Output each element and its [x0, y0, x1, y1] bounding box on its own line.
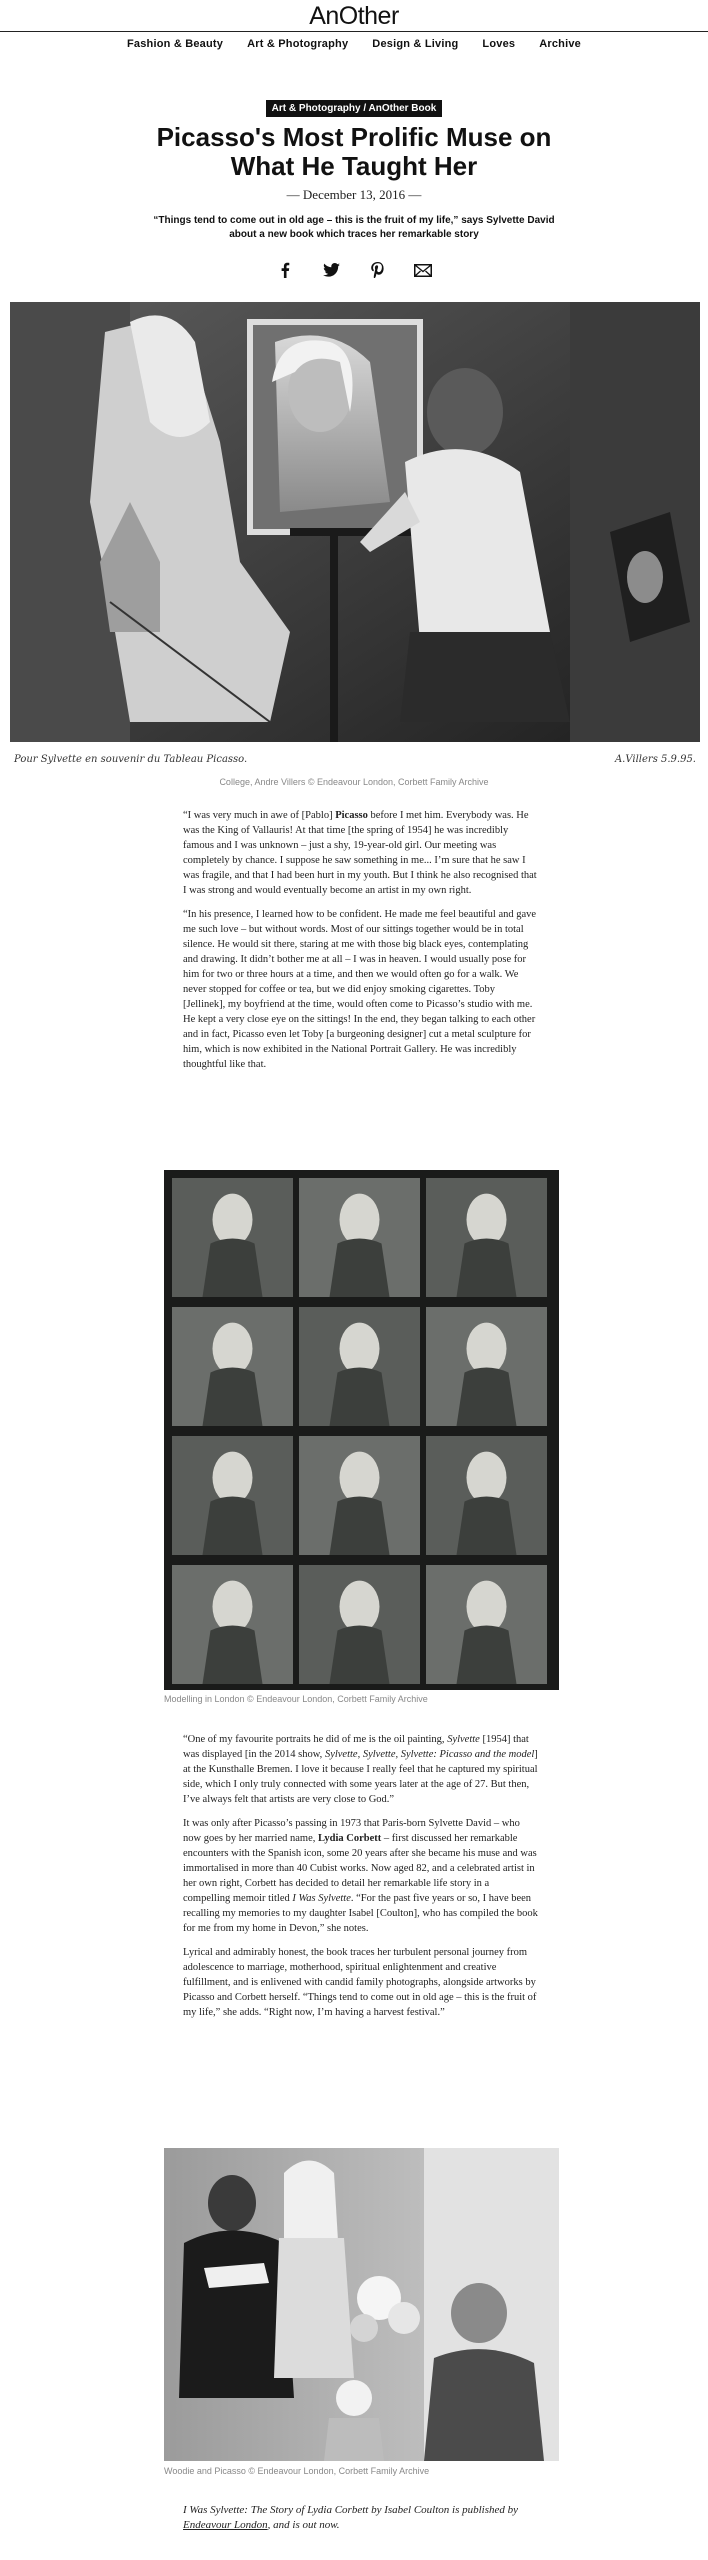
category-tag-wrapper	[0, 98, 708, 117]
contact-sheet-figure-body	[203, 1238, 263, 1297]
article-date: — December 13, 2016 —	[286, 187, 422, 202]
book-credit: I Was Sylvette: The Story of Lydia Corbett by Isabel Coulton is published by Endeavour London, and is out now.	[183, 2504, 519, 2531]
contact-sheet-figure-body	[203, 1496, 263, 1555]
endeavour-london-link[interactable]: Endeavour London	[183, 2519, 268, 2531]
contact-sheet-figure-head	[340, 1194, 380, 1246]
contact-sheet-figure-body	[203, 1625, 263, 1684]
article-standfirst: “Things tend to come out in old age – this is the fruit of my life,” says Sylvette David about a new book which traces her remarkable story	[153, 215, 555, 240]
nav-item-archive[interactable]: Archive	[539, 38, 581, 50]
family-photo-illustration	[164, 2148, 559, 2461]
image-caption-1: College, Andre Villers © Endeavour London, Corbett Family Archive	[219, 777, 489, 787]
contact-sheet-figure-head	[213, 1323, 253, 1375]
nav-item-loves[interactable]: Loves	[482, 38, 516, 50]
article-body-part-2	[183, 1732, 538, 2029]
article-title: Picasso's Most Prolific Muse on What He Taught Her	[156, 122, 552, 181]
contact-sheet-figure-head	[213, 1452, 253, 1504]
paragraph-4: It was only after Picasso’s passing in 1973 that Paris-born Sylvette David – who now goes by her married name, Lydia Corbett – first discussed her remarkable encounters with the Spanish icon, some 20 years after she became his muse and was immortalised in more than 40 Cubist works. Now aged 82, and a celebrated artist in her own right, Corbett has decided to detail her remarkable life story in a compelling memoir titled I Was Sylvette. “For the past five years or so, I have been recalling my memories to my daughter Isabel [Coulton], who has compiled the book for me from my home in Devon,” she notes.	[183, 1818, 538, 1934]
nav-item-fashion-beauty[interactable]: Fashion & Beauty	[127, 38, 224, 50]
hero-image	[10, 302, 700, 772]
facebook-icon[interactable]	[274, 259, 296, 281]
contact-sheet-figure-body	[457, 1625, 517, 1684]
contact-sheet-figure-body	[457, 1496, 517, 1555]
contact-sheet-figure-head	[467, 1323, 507, 1375]
contact-sheet-figure-head	[467, 1581, 507, 1633]
handwritten-signature: A.Villers 5.9.95.	[614, 754, 696, 765]
masthead	[0, 0, 708, 32]
handwritten-dedication: Pour Sylvette en souvenir du Tableau Picasso.	[14, 754, 248, 765]
paragraph-1: “I was very much in awe of [Pablo] Picasso before I met him. Everybody was. He was the King of Vallauris! At that time [the spring of 1954] he was incredibly famous and I was unknown – just a shy, 19-year-old girl. Our meeting was completely by chance. I suppose he saw something in me... I’m sure that he saw I was fragile, and that I had been hurt in my youth. But I think he also recognised that I was strong and would eventually become an artist in my own right.	[183, 810, 537, 896]
email-icon[interactable]	[412, 259, 434, 281]
contact-sheet-figure-body	[457, 1238, 517, 1297]
pinterest-icon[interactable]	[366, 259, 388, 281]
nav-item-design-living[interactable]: Design & Living	[372, 38, 459, 50]
contact-sheet-figure-body	[330, 1367, 390, 1426]
studio-collage-illustration	[10, 302, 700, 772]
lydia-corbett-link[interactable]: Lydia Corbett	[318, 1833, 382, 1844]
family-photo-image	[164, 2148, 559, 2461]
nav-item-art-photography[interactable]: Art & Photography	[247, 38, 349, 50]
paragraph-3: “One of my favourite portraits he did of me is the oil painting, Sylvette [1954] that was displayed [in the 2014 show, Sylvette, Sylvette, Sylvette: Picasso and the model] at the Kunsthalle Bremen. I love it because I really feel that he captured my spiritual side, which I only truly connected with some years later at the age of 27. But then, I’ve always felt that artists are very close to God.”	[183, 1734, 538, 1805]
image-caption-3: Woodie and Picasso © Endeavour London, Corbett Family Archive	[164, 2466, 430, 2476]
contact-sheet-figure-head	[340, 1323, 380, 1375]
contact-sheet-figure-head	[340, 1452, 380, 1504]
contact-sheet-figure-head	[213, 1581, 253, 1633]
contact-sheet-figure-head	[467, 1452, 507, 1504]
category-tag[interactable]: Art & Photography / AnOther Book	[266, 100, 443, 117]
paragraph-5: Lyrical and admirably honest, the book traces her turbulent personal journey from adolescence to marriage, motherhood, spiritual enlightenment and creative fulfillment, and is enlivened with candid family photographs, alongside artworks by Picasso and Corbett herself. “Things tend to come out in old age – this is the fruit of my life,” she adds. “Right now, I’m having a harvest festival.”	[183, 1947, 537, 2018]
image-caption-2: Modelling in London © Endeavour London, Corbett Family Archive	[164, 1694, 428, 1704]
contact-sheet-figure-head	[467, 1194, 507, 1246]
paragraph-2: “In his presence, I learned how to be confident. He made me feel beautiful and gave me such love – but without words. Most of our sittings together would be in total silence. He would sit there, staring at me with those big black eyes, contemplating and drawing. It didn’t bother me at all – I was in heaven. I would usually pose for him for two or three hours at a time, and then we would often go for a walk. We never stopped for coffee or tea, but we did enjoy smoking cigarettes. Toby [Jellinek], my boyfriend at the time, would often come to Picasso’s studio with me. He kept a very close eye on the sittings! In the end, they began talking to each other and in fact, Picasso even let Toby [a burgeoning designer] cut a metal sculpture for him, which is now exhibited in the National Portrait Gallery. He was incredibly thoughtful like that.	[183, 909, 537, 1070]
picasso-link[interactable]: Picasso	[335, 810, 368, 821]
share-bar	[0, 259, 708, 281]
main-nav	[0, 38, 708, 50]
article-body-part-1	[183, 808, 538, 1081]
contact-sheet-figure-head	[340, 1581, 380, 1633]
contact-sheet-grid	[164, 1170, 559, 1690]
contact-sheet-figure-head	[213, 1194, 253, 1246]
contact-sheet-figure-body	[330, 1238, 390, 1297]
site-logo[interactable]: AnOther	[309, 2, 399, 30]
contact-sheet-figure-body	[330, 1625, 390, 1684]
contact-sheet-figure-body	[203, 1367, 263, 1426]
contact-sheet-figure-body	[457, 1367, 517, 1426]
contact-sheet-image	[164, 1170, 559, 1690]
twitter-icon[interactable]	[320, 259, 342, 281]
contact-sheet-figure-body	[330, 1496, 390, 1555]
